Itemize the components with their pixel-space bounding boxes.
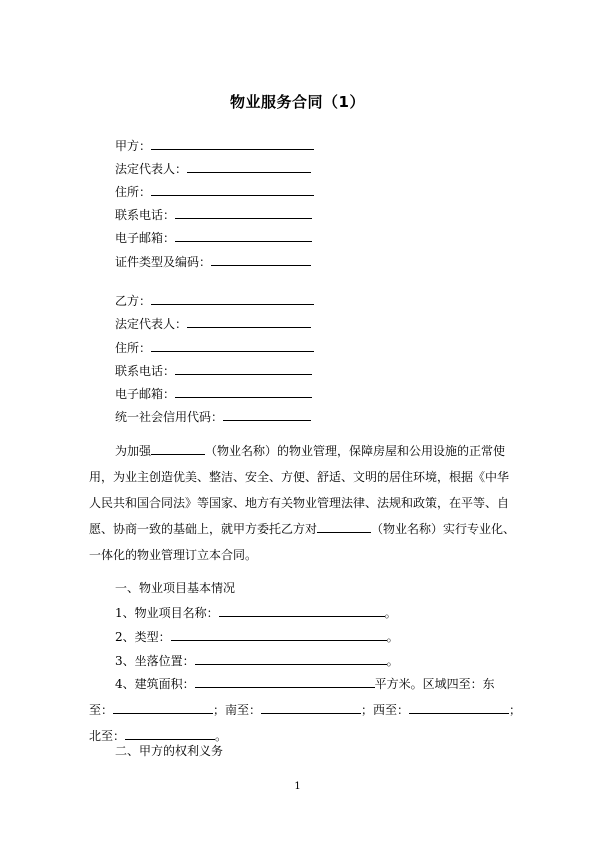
party-b-phone-blank[interactable]	[175, 362, 312, 375]
project-location-blank[interactable]	[195, 652, 387, 665]
intro-line-3: 人民共和国合同法》等国家、地方有关物业管理法律、法规和政策，在平等、自	[89, 496, 510, 510]
party-a-address-blank[interactable]	[151, 183, 314, 196]
party-b-line	[115, 292, 314, 309]
party-b-legal-rep-blank[interactable]	[187, 315, 311, 328]
party-b-phone-label: 联系电话：	[115, 364, 176, 378]
party-b-credit-line	[115, 408, 311, 425]
party-a-phone-line	[115, 206, 312, 223]
area-paragraph	[89, 671, 522, 749]
boundary-line: 至： ；南至： ；西至： ；	[89, 703, 522, 717]
party-b-address-line	[115, 339, 314, 356]
north-line: 北至： 。	[89, 729, 228, 743]
document-title: 物业服务合同（1）	[230, 93, 365, 111]
party-a-email-label: 电子邮箱：	[115, 231, 176, 245]
party-b-address-label: 住所：	[115, 341, 152, 355]
intro-line-1: 为加强 （物业名称）的物业管理，保障房屋和公用设施的正常使	[115, 444, 506, 458]
party-b-email-label: 电子邮箱：	[115, 387, 176, 401]
party-a-id-line	[115, 253, 311, 270]
party-a-address-line	[115, 183, 314, 200]
party-b-credit-blank[interactable]	[223, 408, 311, 421]
party-b-label: 乙方：	[115, 294, 152, 308]
party-a-phone-blank[interactable]	[175, 206, 312, 219]
area-line: 4、建筑面积： 平方米。区域四至：东	[115, 677, 495, 691]
party-a-email-line	[115, 229, 312, 246]
intro-paragraph	[89, 438, 516, 568]
party-b-email-line	[115, 385, 312, 402]
party-a-phone-label: 联系电话：	[115, 208, 176, 222]
party-a-email-blank[interactable]	[175, 229, 312, 242]
project-location-line: 3、坐落位置： 。	[115, 654, 399, 668]
property-name-blank-2[interactable]	[317, 520, 371, 533]
project-name-blank[interactable]	[219, 604, 385, 617]
party-a-blank[interactable]	[151, 137, 314, 150]
project-type-blank[interactable]	[171, 628, 387, 641]
intro-line-2: 用，为业主创造优美、整洁、安全、方便、舒适、文明的居住环境，根据《中华	[89, 470, 510, 484]
property-name-blank-1[interactable]	[151, 442, 205, 455]
area-blank[interactable]	[195, 675, 375, 688]
intro-line-5: 一体化的物业管理订立本合同。	[89, 548, 258, 562]
party-b-blank[interactable]	[151, 292, 314, 305]
intro-line-4: 愿、协商一致的基础上，就甲方委托乙方对 （物业名称）实行专业化、	[89, 522, 516, 536]
west-boundary-blank[interactable]	[409, 701, 509, 714]
party-b-phone-line	[115, 362, 312, 379]
party-a-address-label: 住所：	[115, 185, 152, 199]
party-a-id-label: 证件类型及编码：	[115, 255, 212, 269]
party-b-credit-label: 统一社会信用代码：	[115, 410, 224, 424]
east-boundary-blank[interactable]	[113, 701, 213, 714]
party-a-legal-rep-line	[115, 160, 311, 177]
project-type-line: 2、类型： 。	[115, 630, 399, 644]
party-b-legal-rep-label: 法定代表人：	[115, 317, 188, 331]
south-boundary-blank[interactable]	[261, 701, 361, 714]
party-a-line	[115, 137, 314, 154]
party-b-legal-rep-line	[115, 315, 311, 332]
page-number: 1	[294, 781, 301, 792]
party-b-email-blank[interactable]	[175, 385, 312, 398]
party-a-legal-rep-blank[interactable]	[187, 160, 311, 173]
north-boundary-blank[interactable]	[125, 727, 215, 740]
section-1-heading: 一、物业项目基本情况	[115, 581, 236, 595]
party-a-legal-rep-label: 法定代表人：	[115, 162, 188, 176]
party-a-label: 甲方：	[115, 139, 152, 153]
party-b-address-blank[interactable]	[151, 339, 314, 352]
project-name-line: 1、物业项目名称： 。	[115, 606, 397, 620]
section-2-heading: 二、甲方的权利义务	[115, 744, 224, 758]
party-a-id-blank[interactable]	[211, 253, 311, 266]
